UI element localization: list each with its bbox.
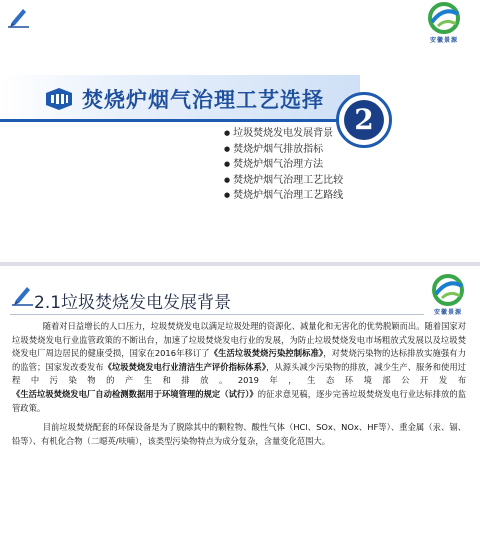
pencil-icon [10,284,34,306]
section-number: 2 [344,100,384,140]
bullet-icon: ● [224,191,231,199]
title-divider [10,314,424,315]
toc-item-label: 垃圾焚烧发电发展背景 [233,128,334,139]
company-logo [428,274,468,306]
toc-item [224,142,343,158]
logo-wordmark: 安徽景源 [429,37,458,44]
bullet-icon: ● [224,129,231,137]
page-title: 2.1垃圾焚烧发电发展背景 [34,293,232,313]
slide-background [0,266,480,546]
company-logo [424,2,464,34]
toc-item-label: 焚烧炉烟气治理工艺路线 [233,190,344,201]
table-of-contents [224,126,343,204]
bullet-icon: ● [224,160,231,168]
toc-item [224,173,343,189]
standard-title: 《生活垃圾焚烧发电厂自动检测数据用于环境管理的规定（试行）》 [12,388,258,399]
body-text [12,320,466,448]
toc-item-label: 焚烧炉烟气治理方法 [233,159,324,170]
title-band-stripe [0,119,350,122]
standard-title: 《生活垃圾焚烧污染控制标准》 [209,348,324,359]
paragraph: 目前垃圾焚烧配套的环保设备是为了脱除其中的颗粒物、酸性气体（HCl、SOx、NOx、HF等）、重金属（汞、镉、铅等）、有机化合物（二噁英/呋喃），该类型污染物特点为成分复杂，含量变化范围大。 [12,422,466,446]
toc-item-label: 焚烧炉烟气治理工艺比较 [233,174,344,186]
honeycomb-icon [44,87,74,111]
logo-wordmark: 安徽景源 [433,309,462,316]
standard-title: 《垃圾焚烧发电行业清洁生产评价指标体系》 [103,361,267,372]
toc-item [224,188,343,204]
bullet-icon: ● [224,175,231,184]
pencil-icon [6,6,30,28]
slide-section-cover [0,0,480,262]
toc-item [224,126,343,142]
paragraph: 随着对日益增长的人口压力，垃圾焚烧发电以满足垃圾处理的资源化、减量化和无害化的优势脱颖而出。随着国家对垃圾焚烧发电行业监管政策的不断出台，加速了垃圾焚烧发电行业的发展，为防止垃圾焚烧发电市场粗放式发展以及垃圾焚烧发电厂周边居民的健康受损，国家在2016年移订了《生活垃圾焚烧污染控制标准》，对焚烧污染物的达标排放实施强有力的监管；国家发改委发布《垃圾焚烧发电行业清洁生产评价指标体系》，从源头减少污染物的排放，减少生产、服务和使用过程中污染物的产生和排放。2019年，生态环境部公开发布《生活垃圾焚烧发电厂自动检测数据用于环境管理的规定（试行）》的征求意见稿，逐步完善垃圾焚烧发电行业达标排放的监管政策。 [12,321,466,413]
section-title: 焚烧炉烟气治理工艺选择 [82,88,324,112]
toc-item-label: 焚烧炉烟气排放指标 [233,143,324,155]
toc-item [224,157,343,173]
bullet-icon: ● [224,144,231,153]
section-number-badge [336,92,392,148]
